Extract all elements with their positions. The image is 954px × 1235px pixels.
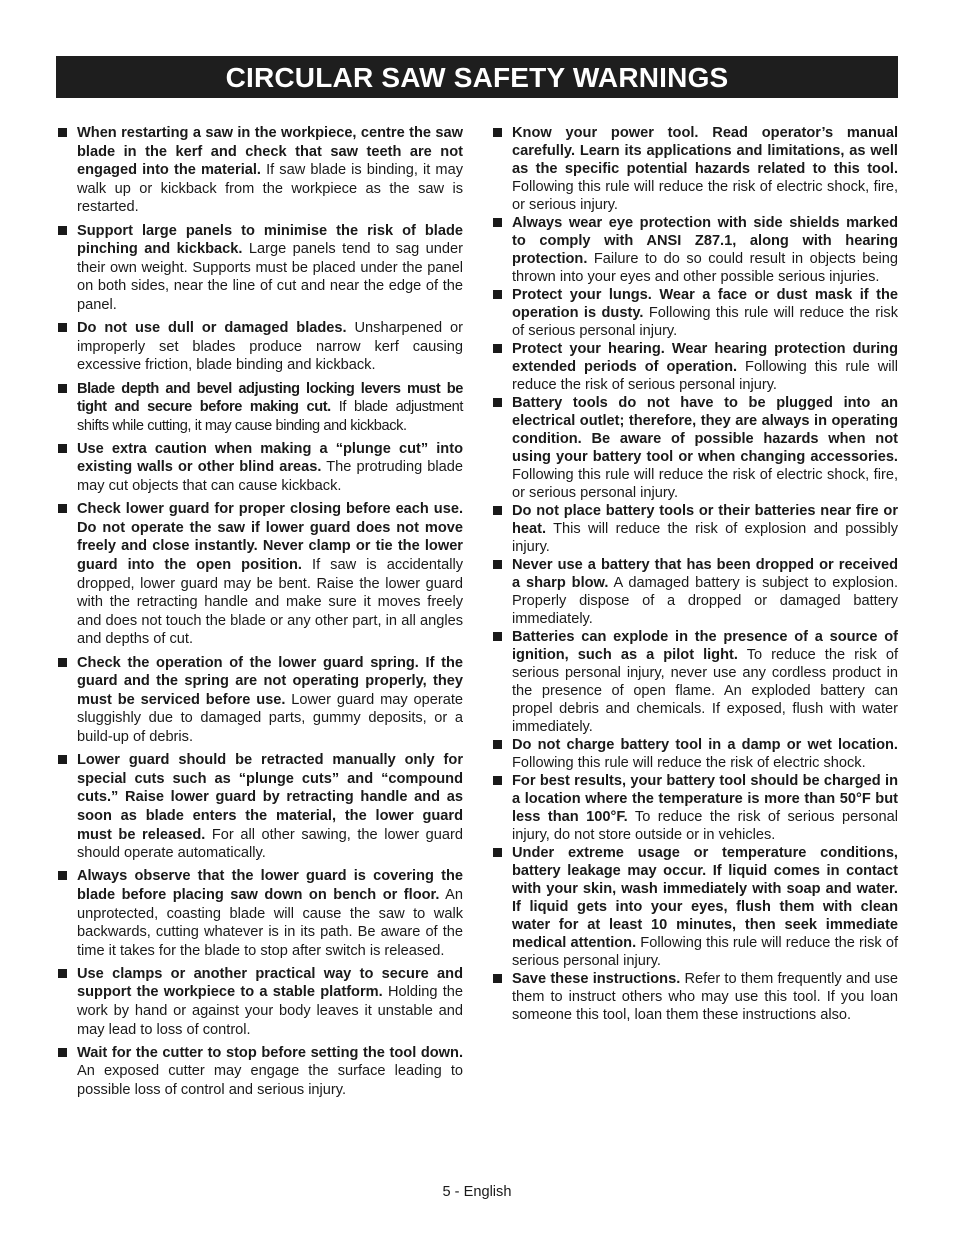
warning-item: Use extra caution when making a “plunge cut” into existing walls or other blind areas. The protruding blade may cut objects that can cause kickback. [56,440,463,496]
page-number-label: 5 - English [442,1184,512,1200]
square-bullet-icon [493,776,502,785]
warning-item: Blade depth and bevel adjusting locking levers must be tight and secure before making cut. If blade adjustment shifts while cutting, it may cause binding and kickback. [56,380,463,436]
page-footer [0,1184,954,1200]
square-bullet-icon [58,1048,67,1057]
square-bullet-icon [493,506,502,515]
square-bullet-icon [58,969,67,978]
square-bullet-icon [493,398,502,407]
square-bullet-icon [493,974,502,983]
square-bullet-icon [58,658,67,667]
warning-item: Protect your lungs. Wear a face or dust mask if the operation is dusty. Following this rule will reduce the risk of serious personal injury. [491,286,898,340]
warning-item: Do not place battery tools or their batteries near fire or heat. This will reduce the risk of explosion and possibly injury. [491,502,898,556]
section-title-bar [56,56,898,98]
warning-item: Do not charge battery tool in a damp or wet location. Following this rule will reduce the risk of electric shock. [491,736,898,772]
square-bullet-icon [493,344,502,353]
warning-item: Use clamps or another practical way to secure and support the workpiece to a stable platform. Holding the work by hand or against your body leaves it unstable and may lead to loss of control. [56,965,463,1039]
left-warning-list [56,124,463,1100]
warning-item: Check the operation of the lower guard spring. If the guard and the spring are not operating properly, they must be serviced before use. Lower guard may operate sluggishly due to damaged parts, gummy deposits, or a build-up of debris. [56,654,463,747]
warning-item: Check lower guard for proper closing before each use. Do not operate the saw if lower guard does not move freely and close instantly. Never clamp or tie the lower guard into the open position. If saw is accidentally dropped, lower guard may be bent. Raise the lower guard with the retracting handle and make sure it moves freely and does not touch the blade or any other part, in all angles and depths of cut. [56,500,463,649]
square-bullet-icon [58,384,67,393]
warning-item: Never use a battery that has been dropped or received a sharp blow. A damaged battery is subject to explosion. Properly dispose of a dropped or damaged battery immediately. [491,556,898,628]
warning-item: Wait for the cutter to stop before setting the tool down. An exposed cutter may engage the surface leading to possible loss of control and serious injury. [56,1044,463,1100]
square-bullet-icon [58,504,67,513]
warning-item: Lower guard should be retracted manually only for special cuts such as “plunge cuts” and “compound cuts.” Raise lower guard by retracting handle and as soon as blade enters the material, the lower guard must be released. For all other sawing, the lower guard should operate automatically. [56,751,463,863]
right-column [491,124,898,1024]
square-bullet-icon [493,740,502,749]
square-bullet-icon [493,128,502,137]
warning-item: Support large panels to minimise the risk of blade pinching and kickback. Large panels tend to sag under their own weight. Supports must be placed under the panel on both sides, near the line of cut and near the edge of the panel. [56,222,463,315]
warning-item: Do not use dull or damaged blades. Unsharpened or improperly set blades produce narrow kerf causing excessive friction, blade binding and kickback. [56,319,463,375]
warning-item: When restarting a saw in the workpiece, centre the saw blade in the kerf and check that saw teeth are not engaged into the material. If saw blade is binding, it may walk up or kickback from the workpiece as the saw is restarted. [56,124,463,217]
page-title: CIRCULAR SAW SAFETY WARNINGS [225,62,729,93]
warning-item: Know your power tool. Read operator’s manual carefully. Learn its applications and limitations, as well as the specific potential hazards related to this tool. Following this rule will reduce the risk of electric shock, fire, or serious injury. [491,124,898,214]
square-bullet-icon [58,444,67,453]
square-bullet-icon [58,323,67,332]
square-bullet-icon [493,560,502,569]
square-bullet-icon [58,128,67,137]
right-warning-list [491,124,898,1024]
square-bullet-icon [493,848,502,857]
square-bullet-icon [493,218,502,227]
square-bullet-icon [493,632,502,641]
warning-item: For best results, your battery tool should be charged in a location where the temperature is more than 50°F but less than 100°F. To reduce the risk of serious personal injury, do not store outside or in vehicles. [491,772,898,844]
left-column [56,124,463,1104]
warning-item: Battery tools do not have to be plugged into an electrical outlet; therefore, they are always in operating condition. Be aware of possible hazards when not using your battery tool or when changing accessories. Following this rule will reduce the risk of electric shock, fire, or serious personal injury. [491,394,898,502]
warning-item: Under extreme usage or temperature conditions, battery leakage may occur. If liquid comes in contact with your skin, wash immediately with soap and water. If liquid gets into your eyes, flush them with clean water for at least 10 minutes, then seek immediate medical attention. Following this rule will reduce the risk of serious personal injury. [491,844,898,970]
square-bullet-icon [58,755,67,764]
warning-item: Save these instructions. Refer to them frequently and use them to instruct others who may use this tool. If you loan someone this tool, loan them these instructions also. [491,970,898,1024]
warning-item: Always wear eye protection with side shields marked to comply with ANSI Z87.1, along with hearing protection. Failure to do so could result in objects being thrown into your eyes and other possible serious injuries. [491,214,898,286]
warning-item: Batteries can explode in the presence of a source of ignition, such as a pilot light. To reduce the risk of serious personal injury, never use any cordless product in the presence of open flame. An exploded battery can propel debris and chemicals. If exposed, flush with water immediately. [491,628,898,736]
square-bullet-icon [493,290,502,299]
square-bullet-icon [58,871,67,880]
square-bullet-icon [58,226,67,235]
warning-item: Protect your hearing. Wear hearing protection during extended periods of operation. Following this rule will reduce the risk of serious personal injury. [491,340,898,394]
warning-item: Always observe that the lower guard is covering the blade before placing saw down on bench or floor. An unprotected, coasting blade will cause the saw to walk backwards, cutting whatever is in its path. Be aware of the time it takes for the blade to stop after switch is released. [56,867,463,960]
